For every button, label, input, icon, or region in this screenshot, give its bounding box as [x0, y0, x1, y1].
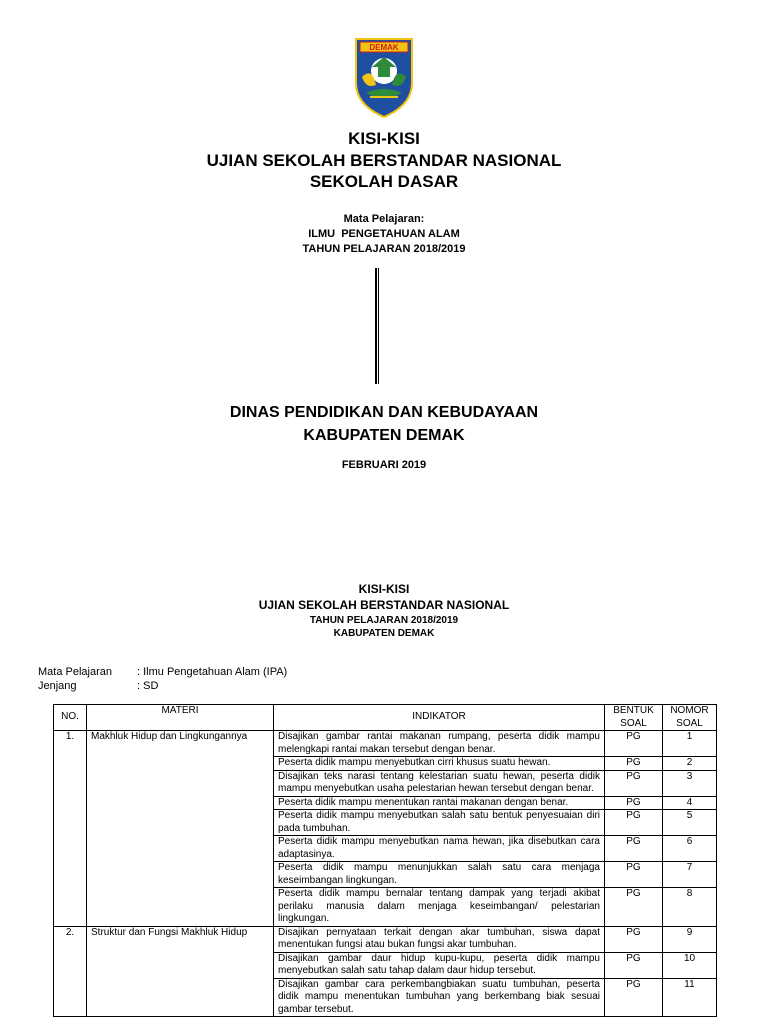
group-no: 2.: [54, 926, 87, 1017]
indikator-cell: Peserta didik mampu menentukan rantai makanan dengan benar.: [274, 796, 605, 810]
indikator-cell: Peserta didik mampu bernalar tentang dampak yang terjadi akibat perilaku manusia dalam menjaga keseimbangan/ pelestarian lingkungan.: [274, 888, 605, 927]
nomor-cell: 5: [663, 810, 717, 836]
header-nomor-soal: NOMOR SOAL: [663, 705, 717, 731]
page2-title-4: KABUPATEN DEMAK: [333, 628, 435, 639]
bentuk-cell: PG: [605, 978, 663, 1017]
bentuk-cell: PG: [605, 731, 663, 757]
cover-year: TAHUN PELAJARAN 2018/2019: [302, 243, 466, 255]
group-materi: Struktur dan Fungsi Makhluk Hidup: [87, 926, 274, 1017]
cover-title-2: UJIAN SEKOLAH BERSTANDAR NASIONAL: [206, 151, 562, 170]
group-no: 1.: [54, 731, 87, 927]
table-row: [54, 731, 717, 757]
kisi-kisi-table: [53, 704, 717, 1017]
level-label: Jenjang: [38, 680, 77, 692]
nomor-cell: 6: [663, 836, 717, 862]
indikator-cell: Disajikan gambar rantai makanan rumpang, peserta didik mampu melengkapi rantai makan tersebut dengan benar.: [274, 731, 605, 757]
nomor-cell: 9: [663, 926, 717, 952]
bentuk-cell: PG: [605, 796, 663, 810]
indikator-cell: Peserta didik mampu menyebutkan nama hewan, jika disebutkan cara adaptasinya.: [274, 836, 605, 862]
nomor-cell: 11: [663, 978, 717, 1017]
logo-label: DEMAK: [369, 43, 399, 52]
header-materi: MATERI: [87, 705, 274, 731]
indikator-cell: Disajikan gambar cara perkembangbiakan suatu tumbuhan, peserta didik mampu menentukan tumbuhan yang berkembang biak sesuai gambar tersebut.: [274, 978, 605, 1017]
page2-title-1: KISI-KISI: [358, 582, 410, 596]
agency-line-1: DINAS PENDIDIKAN DAN KEBUDAYAAN: [229, 404, 539, 421]
indikator-cell: Disajikan gambar daur hidup kupu-kupu, peserta didik mampu menyebutkan salah satu tahap dalam daur hidup tersebut.: [274, 952, 605, 978]
nomor-cell: 4: [663, 796, 717, 810]
vertical-divider: [375, 268, 379, 384]
bentuk-cell: PG: [605, 926, 663, 952]
demak-regency-logo: [352, 37, 416, 119]
bentuk-cell: PG: [605, 862, 663, 888]
cover-date: FEBRUARI 2019: [341, 459, 427, 471]
indikator-cell: Disajikan pernyataan terkait dengan akar tumbuhan, siswa dapat menentukan fungsi atau bukan fungsi akar tumbuhan.: [274, 926, 605, 952]
cover-subject-name: ILMU PENGETAHUAN ALAM: [308, 228, 460, 240]
nomor-cell: 10: [663, 952, 717, 978]
cover-subject-label: Mata Pelajaran:: [343, 213, 425, 225]
indikator-cell: Peserta didik mampu menyebutkan cirri khusus suatu hewan.: [274, 757, 605, 771]
cover-title-1: KISI-KISI: [348, 129, 420, 148]
header-indikator: INDIKATOR: [274, 705, 605, 731]
page2-title-3: TAHUN PELAJARAN 2018/2019: [309, 615, 459, 626]
nomor-cell: 1: [663, 731, 717, 757]
indikator-cell: Peserta didik mampu menunjukkan salah satu cara menjaga keseimbangan lingkungan.: [274, 862, 605, 888]
bentuk-cell: PG: [605, 810, 663, 836]
nomor-cell: 7: [663, 862, 717, 888]
nomor-cell: 3: [663, 770, 717, 796]
level-value: : SD: [137, 680, 159, 692]
bentuk-cell: PG: [605, 770, 663, 796]
subject-value: : Ilmu Pengetahuan Alam (IPA): [137, 666, 288, 678]
nomor-cell: 2: [663, 757, 717, 771]
group-materi: Makhluk Hidup dan Lingkungannya: [87, 731, 274, 927]
bentuk-cell: PG: [605, 757, 663, 771]
header-no: NO.: [54, 705, 87, 731]
indikator-cell: Peserta didik mampu menyebutkan salah satu bentuk penyesuaian diri pada tumbuhan.: [274, 810, 605, 836]
indikator-cell: Disajikan teks narasi tentang kelestarian suatu hewan, peserta didik mampu menyebutkan usaha pelestarian hewan tersebut dengan benar.: [274, 770, 605, 796]
cover-title-3: SEKOLAH DASAR: [309, 172, 459, 191]
bentuk-cell: PG: [605, 888, 663, 927]
table-row: [54, 926, 717, 952]
agency-line-2: KABUPATEN DEMAK: [303, 427, 465, 444]
nomor-cell: 8: [663, 888, 717, 927]
subject-label: Mata Pelajaran: [38, 666, 112, 678]
header-bentuk-soal: BENTUK SOAL: [605, 705, 663, 731]
bentuk-cell: PG: [605, 952, 663, 978]
page2-title-2: UJIAN SEKOLAH BERSTANDAR NASIONAL: [258, 598, 510, 612]
bentuk-cell: PG: [605, 836, 663, 862]
